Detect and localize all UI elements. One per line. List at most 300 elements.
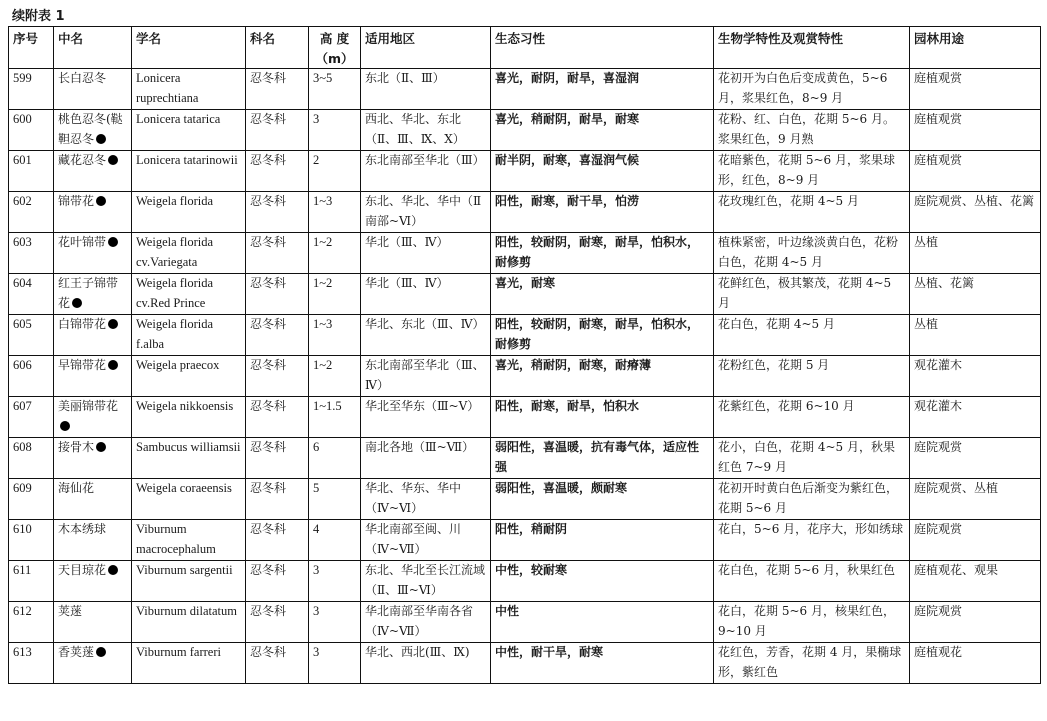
cell-region — [361, 479, 491, 520]
cell-chinese-name-text: 藏花忍冬 — [58, 153, 107, 167]
black-dot-icon — [60, 421, 70, 431]
cell-region — [361, 520, 491, 561]
black-dot-icon — [108, 565, 118, 575]
cell-use-text: 庭院观赏、丛植 — [914, 481, 999, 495]
cell-ecology — [491, 438, 714, 479]
cell-num — [9, 520, 54, 561]
cell-height-text: 1~2 — [313, 276, 333, 290]
cell-ecology-text: 喜光，稍耐阴，耐寒，耐瘠薄 — [495, 358, 652, 372]
cell-region-text: 华北至华东（Ⅲ~Ⅴ） — [365, 399, 480, 413]
cell-region — [361, 561, 491, 602]
header-height-unit: （m） — [315, 50, 354, 66]
black-dot-icon — [108, 360, 118, 370]
cell-scientific-name-text: Weigela nikkoensis — [136, 399, 234, 413]
table-row — [9, 274, 1041, 315]
cell-height — [309, 602, 361, 643]
plant-table — [8, 26, 1041, 684]
cell-ecology-text: 中性 — [495, 604, 520, 618]
cell-use — [910, 315, 1041, 356]
cell-num-text: 600 — [13, 112, 32, 126]
header-num: 序号 — [9, 27, 54, 69]
cell-chinese-name-text: 红王子锦带花 — [58, 276, 119, 310]
table-row — [9, 520, 1041, 561]
cell-biology-text: 花小，白色，花期 4~5 月，秋果红色 7~9 月 — [718, 440, 895, 474]
cell-chinese-name-text: 早锦带花 — [58, 358, 107, 372]
cell-region — [361, 151, 491, 192]
cell-height — [309, 397, 361, 438]
cell-biology-text: 花初开为白色后变成黄色，5~6 月，浆果红色，8~9 月 — [718, 71, 888, 105]
cell-use-text: 丛植 — [914, 317, 939, 331]
cell-use-text: 丛植 — [914, 235, 939, 249]
cell-ecology-text: 阳性，较耐阴，耐寒，耐旱，怕积水，耐修剪 — [495, 317, 700, 351]
header-region: 适用地区 — [361, 27, 491, 69]
cell-family — [246, 192, 309, 233]
cell-scientific-name — [132, 438, 246, 479]
cell-chinese-name — [54, 561, 132, 602]
cell-biology — [714, 69, 910, 110]
cell-chinese-name — [54, 233, 132, 274]
cell-scientific-name — [132, 274, 246, 315]
cell-use-text: 庭植观赏 — [914, 71, 963, 85]
cell-ecology — [491, 315, 714, 356]
cell-use-text: 庭院观赏、丛植、花篱 — [914, 194, 1035, 208]
cell-ecology-text: 耐半阴，耐寒，喜湿润气候 — [495, 153, 640, 167]
cell-use — [910, 561, 1041, 602]
cell-region — [361, 192, 491, 233]
cell-use — [910, 110, 1041, 151]
cell-num — [9, 274, 54, 315]
cell-family — [246, 561, 309, 602]
cell-family-text: 忍冬科 — [250, 276, 287, 290]
cell-num — [9, 233, 54, 274]
table-row — [9, 192, 1041, 233]
cell-use — [910, 397, 1041, 438]
cell-ecology-text: 阳性，耐寒，耐干旱，怕涝 — [495, 194, 640, 208]
cell-biology-text: 花白色，花期 5~6 月，秋果红色 — [718, 563, 895, 577]
cell-region-text: 西北、华北、东北（Ⅱ、Ⅲ、Ⅸ、Ⅹ） — [365, 112, 465, 146]
cell-ecology-text: 中性，耐干旱，耐寒 — [495, 645, 604, 659]
cell-family — [246, 479, 309, 520]
cell-family — [246, 602, 309, 643]
cell-region — [361, 397, 491, 438]
cell-scientific-name-text: Weigela florida f.alba — [136, 317, 214, 351]
cell-family — [246, 233, 309, 274]
header-height-label: 高 度 — [319, 31, 350, 46]
cell-use-text: 庭院观赏 — [914, 604, 963, 618]
cell-chinese-name — [54, 192, 132, 233]
cell-num-text: 611 — [13, 563, 32, 577]
cell-num-text: 608 — [13, 440, 32, 454]
cell-scientific-name — [132, 151, 246, 192]
cell-biology-text: 花鲜红色，极其繁茂，花期 4~5 月 — [718, 276, 892, 310]
cell-region-text: 华北南部至华南各省（Ⅳ~Ⅶ） — [365, 604, 474, 638]
table-caption: 续附表 1 — [12, 9, 65, 24]
black-dot-icon — [108, 237, 118, 247]
cell-num-text: 610 — [13, 522, 32, 536]
cell-height — [309, 438, 361, 479]
cell-height-text: 3 — [313, 604, 320, 618]
cell-height-text: 1~3 — [313, 194, 333, 208]
cell-ecology — [491, 110, 714, 151]
cell-height-text: 3~5 — [313, 71, 333, 85]
cell-biology-text: 花玫瑰红色，花期 4~5 月 — [718, 194, 859, 208]
cell-height-text: 3 — [313, 112, 320, 126]
cell-scientific-name — [132, 69, 246, 110]
cell-chinese-name-text: 接骨木 — [58, 440, 95, 454]
cell-num-text: 607 — [13, 399, 32, 413]
cell-num — [9, 356, 54, 397]
cell-height — [309, 520, 361, 561]
cell-chinese-name-text: 锦带花 — [58, 194, 95, 208]
table-header-row — [9, 27, 1041, 69]
cell-scientific-name — [132, 315, 246, 356]
cell-scientific-name-text: Weigela florida cv.Red Prince — [136, 276, 214, 310]
cell-height-text: 5 — [313, 481, 320, 495]
cell-region-text: 华北南部至闽、川（Ⅳ~Ⅶ） — [365, 522, 462, 556]
cell-num-text: 601 — [13, 153, 32, 167]
cell-scientific-name — [132, 356, 246, 397]
cell-num — [9, 602, 54, 643]
header-family: 科名 — [246, 27, 309, 69]
cell-num — [9, 438, 54, 479]
cell-family — [246, 438, 309, 479]
cell-num — [9, 315, 54, 356]
cell-biology — [714, 643, 910, 684]
cell-region — [361, 315, 491, 356]
cell-ecology-text: 喜光，稍耐阴，耐旱，耐寒 — [495, 112, 640, 126]
cell-family — [246, 151, 309, 192]
cell-region — [361, 110, 491, 151]
cell-height — [309, 561, 361, 602]
cell-family — [246, 274, 309, 315]
cell-region — [361, 602, 491, 643]
cell-region — [361, 69, 491, 110]
cell-chinese-name — [54, 356, 132, 397]
cell-biology-text: 花红色，芳香，花期 4 月，果椭球形，紫红色 — [718, 645, 902, 679]
cell-biology — [714, 397, 910, 438]
cell-num — [9, 643, 54, 684]
cell-scientific-name-text: Lonicera ruprechtiana — [136, 71, 199, 105]
cell-family — [246, 520, 309, 561]
cell-num — [9, 69, 54, 110]
table-row — [9, 479, 1041, 520]
table-row — [9, 602, 1041, 643]
cell-height-text: 4 — [313, 522, 320, 536]
cell-region-text: 华北、华东、华中（Ⅳ~Ⅵ） — [365, 481, 462, 515]
cell-chinese-name — [54, 479, 132, 520]
cell-family-text: 忍冬科 — [250, 194, 287, 208]
cell-family — [246, 643, 309, 684]
cell-height-text: 3 — [313, 645, 320, 659]
table-row — [9, 438, 1041, 479]
cell-use — [910, 233, 1041, 274]
cell-scientific-name-text: Weigela florida — [136, 194, 214, 208]
cell-chinese-name-text: 香荚蒾 — [58, 645, 95, 659]
cell-ecology — [491, 397, 714, 438]
cell-height — [309, 151, 361, 192]
cell-use — [910, 438, 1041, 479]
cell-height — [309, 233, 361, 274]
black-dot-icon — [72, 298, 82, 308]
cell-height-text: 6 — [313, 440, 320, 454]
cell-height — [309, 479, 361, 520]
cell-chinese-name-text: 长白忍冬 — [58, 71, 107, 85]
cell-ecology — [491, 356, 714, 397]
cell-family-text: 忍冬科 — [250, 481, 287, 495]
cell-height-text: 1~3 — [313, 317, 333, 331]
cell-scientific-name — [132, 110, 246, 151]
cell-height-text: 2 — [313, 153, 320, 167]
cell-height — [309, 274, 361, 315]
cell-chinese-name — [54, 315, 132, 356]
cell-region-text: 华北（Ⅲ、Ⅳ） — [365, 235, 449, 249]
cell-biology — [714, 315, 910, 356]
cell-family-text: 忍冬科 — [250, 563, 287, 577]
cell-ecology — [491, 192, 714, 233]
cell-scientific-name — [132, 397, 246, 438]
cell-use — [910, 356, 1041, 397]
cell-height — [309, 643, 361, 684]
cell-ecology-text: 阳性，较耐阴，耐寒，耐旱，怕积水，耐修剪 — [495, 235, 700, 269]
cell-use-text: 观花灌木 — [914, 399, 963, 413]
cell-biology — [714, 356, 910, 397]
table-row — [9, 643, 1041, 684]
cell-scientific-name-text: Weigela florida cv.Variegata — [136, 235, 214, 269]
cell-height-text: 1~2 — [313, 235, 333, 249]
cell-height-text: 1~1.5 — [313, 399, 342, 413]
cell-scientific-name — [132, 520, 246, 561]
cell-family — [246, 110, 309, 151]
cell-scientific-name — [132, 192, 246, 233]
cell-scientific-name — [132, 233, 246, 274]
cell-ecology — [491, 643, 714, 684]
cell-scientific-name-text: Weigela praecox — [136, 358, 220, 372]
cell-chinese-name-text: 白锦带花 — [58, 317, 107, 331]
cell-ecology — [491, 561, 714, 602]
cell-region-text: 华北（Ⅲ、Ⅳ） — [365, 276, 449, 290]
cell-ecology-text: 弱阳性，喜温暖，抗有毒气体，适应性强 — [495, 440, 700, 474]
cell-family-text: 忍冬科 — [250, 153, 287, 167]
cell-family-text: 忍冬科 — [250, 522, 287, 536]
cell-use-text: 庭植观花 — [914, 645, 963, 659]
cell-chinese-name — [54, 274, 132, 315]
cell-family-text: 忍冬科 — [250, 112, 287, 126]
table-row — [9, 110, 1041, 151]
cell-family-text: 忍冬科 — [250, 358, 287, 372]
cell-use — [910, 643, 1041, 684]
cell-scientific-name — [132, 602, 246, 643]
cell-scientific-name-text: Lonicera tatarinowii — [136, 153, 238, 167]
cell-family-text: 忍冬科 — [250, 604, 287, 618]
cell-region — [361, 438, 491, 479]
cell-num — [9, 110, 54, 151]
cell-region — [361, 643, 491, 684]
cell-chinese-name — [54, 110, 132, 151]
cell-chinese-name-text: 桃色忍冬(鞑靼忍冬 — [58, 112, 123, 146]
black-dot-icon — [108, 319, 118, 329]
cell-chinese-name — [54, 151, 132, 192]
cell-biology-text: 花白，花期 5~6 月，核果红色，9~10 月 — [718, 604, 895, 638]
cell-num-text: 613 — [13, 645, 32, 659]
cell-num — [9, 561, 54, 602]
cell-biology — [714, 438, 910, 479]
cell-scientific-name — [132, 479, 246, 520]
cell-num — [9, 192, 54, 233]
cell-biology — [714, 151, 910, 192]
cell-height — [309, 192, 361, 233]
cell-ecology-text: 喜光，耐寒 — [495, 276, 556, 290]
cell-ecology-text: 阳性，稍耐阴 — [495, 522, 568, 536]
cell-biology — [714, 479, 910, 520]
cell-ecology-text: 弱阳性，喜温暖，颇耐寒 — [495, 481, 628, 495]
cell-ecology-text: 中性，较耐寒 — [495, 563, 568, 577]
cell-num — [9, 397, 54, 438]
cell-biology-text: 花白色，花期 4~5 月 — [718, 317, 835, 331]
cell-height — [309, 110, 361, 151]
black-dot-icon — [96, 196, 106, 206]
cell-num-text: 605 — [13, 317, 32, 331]
cell-num-text: 612 — [13, 604, 32, 618]
cell-chinese-name — [54, 602, 132, 643]
header-biology: 生物学特性及观赏特性 — [714, 27, 910, 69]
cell-region-text: 东北南部至华北（Ⅲ） — [365, 153, 485, 167]
cell-chinese-name — [54, 643, 132, 684]
cell-region-text: 东北南部至华北（Ⅲ、Ⅳ） — [365, 358, 485, 392]
cell-region — [361, 356, 491, 397]
cell-chinese-name-text: 天目琼花 — [58, 563, 107, 577]
cell-scientific-name-text: Viburnum sargentii — [136, 563, 233, 577]
black-dot-icon — [96, 647, 106, 657]
cell-region-text: 华北、东北（Ⅲ、Ⅳ） — [365, 317, 485, 331]
cell-height-text: 3 — [313, 563, 320, 577]
cell-use-text: 观花灌木 — [914, 358, 963, 372]
header-use: 园林用途 — [910, 27, 1041, 69]
cell-family-text: 忍冬科 — [250, 645, 287, 659]
cell-biology-text: 花初开时黄白色后渐变为紫红色，花期 5~6 月 — [718, 481, 899, 515]
cell-height — [309, 69, 361, 110]
cell-family-text: 忍冬科 — [250, 235, 287, 249]
cell-region-text: 东北、华北至长江流域（Ⅱ、Ⅲ~Ⅵ） — [365, 563, 486, 597]
cell-family-text: 忍冬科 — [250, 399, 287, 413]
cell-ecology — [491, 479, 714, 520]
cell-biology — [714, 520, 910, 561]
cell-biology — [714, 192, 910, 233]
cell-family — [246, 397, 309, 438]
cell-biology-text: 花粉、红、白色，花期 5~6 月。浆果红色，9 月熟 — [718, 112, 895, 146]
cell-scientific-name — [132, 561, 246, 602]
table-row — [9, 397, 1041, 438]
cell-num-text: 602 — [13, 194, 32, 208]
cell-family — [246, 69, 309, 110]
cell-num — [9, 479, 54, 520]
cell-biology — [714, 561, 910, 602]
black-dot-icon — [108, 155, 118, 165]
cell-region-text: 华北、西北(Ⅲ、Ⅸ) — [365, 645, 470, 659]
cell-height — [309, 315, 361, 356]
table-row — [9, 315, 1041, 356]
cell-use-text: 庭植观赏 — [914, 112, 963, 126]
cell-scientific-name-text: Sambucus williamsii — [136, 440, 241, 454]
cell-scientific-name-text: Viburnum dilatatum — [136, 604, 237, 618]
table-row — [9, 233, 1041, 274]
cell-use-text: 庭院观赏 — [914, 440, 963, 454]
cell-scientific-name-text: Weigela coraeensis — [136, 481, 232, 495]
cell-chinese-name — [54, 397, 132, 438]
cell-region-text: 东北、华北、华中（Ⅱ南部~Ⅵ） — [365, 194, 482, 228]
cell-use — [910, 520, 1041, 561]
cell-num-text: 609 — [13, 481, 32, 495]
cell-ecology — [491, 233, 714, 274]
table-row — [9, 151, 1041, 192]
cell-chinese-name-text: 海仙花 — [58, 481, 95, 495]
header-ecology: 生态习性 — [491, 27, 714, 69]
cell-num-text: 604 — [13, 276, 32, 290]
cell-region — [361, 274, 491, 315]
cell-biology-text: 花粉红色，花期 5 月 — [718, 358, 830, 372]
cell-num-text: 606 — [13, 358, 32, 372]
black-dot-icon — [96, 442, 106, 452]
cell-use — [910, 69, 1041, 110]
cell-region — [361, 233, 491, 274]
cell-scientific-name — [132, 643, 246, 684]
cell-chinese-name — [54, 438, 132, 479]
cell-region-text: 东北（Ⅱ、Ⅲ） — [365, 71, 445, 85]
table-row — [9, 69, 1041, 110]
cell-scientific-name-text: Viburnum farreri — [136, 645, 221, 659]
cell-use-text: 庭植观花、观果 — [914, 563, 999, 577]
cell-use-text: 丛植、花篱 — [914, 276, 975, 290]
cell-ecology — [491, 274, 714, 315]
cell-use — [910, 274, 1041, 315]
cell-chinese-name-text: 花叶锦带 — [58, 235, 107, 249]
cell-use-text: 庭院观赏 — [914, 522, 963, 536]
cell-use — [910, 192, 1041, 233]
cell-biology-text: 花白，5~6 月，花序大，形如绣球 — [718, 522, 904, 536]
cell-biology — [714, 274, 910, 315]
header-scientific-name: 学名 — [132, 27, 246, 69]
cell-chinese-name-text: 美丽锦带花 — [58, 399, 119, 413]
cell-use — [910, 479, 1041, 520]
cell-chinese-name — [54, 69, 132, 110]
cell-scientific-name-text: Viburnum macrocephalum — [136, 522, 216, 556]
cell-chinese-name-text: 木本绣球 — [58, 522, 107, 536]
cell-ecology — [491, 602, 714, 643]
header-height — [309, 27, 361, 69]
cell-num-text: 603 — [13, 235, 32, 249]
cell-ecology — [491, 151, 714, 192]
cell-num — [9, 151, 54, 192]
cell-family-text: 忍冬科 — [250, 71, 287, 85]
cell-height-text: 1~2 — [313, 358, 333, 372]
cell-family — [246, 315, 309, 356]
cell-biology — [714, 233, 910, 274]
cell-biology-text: 植株紧密，叶边缘淡黄白色，花粉白色，花期 4~5 月 — [718, 235, 899, 269]
header-chinese-name: 中名 — [54, 27, 132, 69]
cell-ecology-text: 阳性，耐寒，耐旱，怕积水 — [495, 399, 640, 413]
cell-ecology — [491, 520, 714, 561]
cell-use — [910, 602, 1041, 643]
cell-biology — [714, 602, 910, 643]
cell-biology-text: 花暗紫色，花期 5~6 月，浆果球形，红色，8~9 月 — [718, 153, 895, 187]
table-row — [9, 356, 1041, 397]
cell-chinese-name-text: 荚蒾 — [58, 604, 83, 618]
cell-family-text: 忍冬科 — [250, 440, 287, 454]
cell-num-text: 599 — [13, 71, 32, 85]
black-dot-icon — [96, 134, 106, 144]
cell-height — [309, 356, 361, 397]
cell-family — [246, 356, 309, 397]
cell-ecology — [491, 69, 714, 110]
